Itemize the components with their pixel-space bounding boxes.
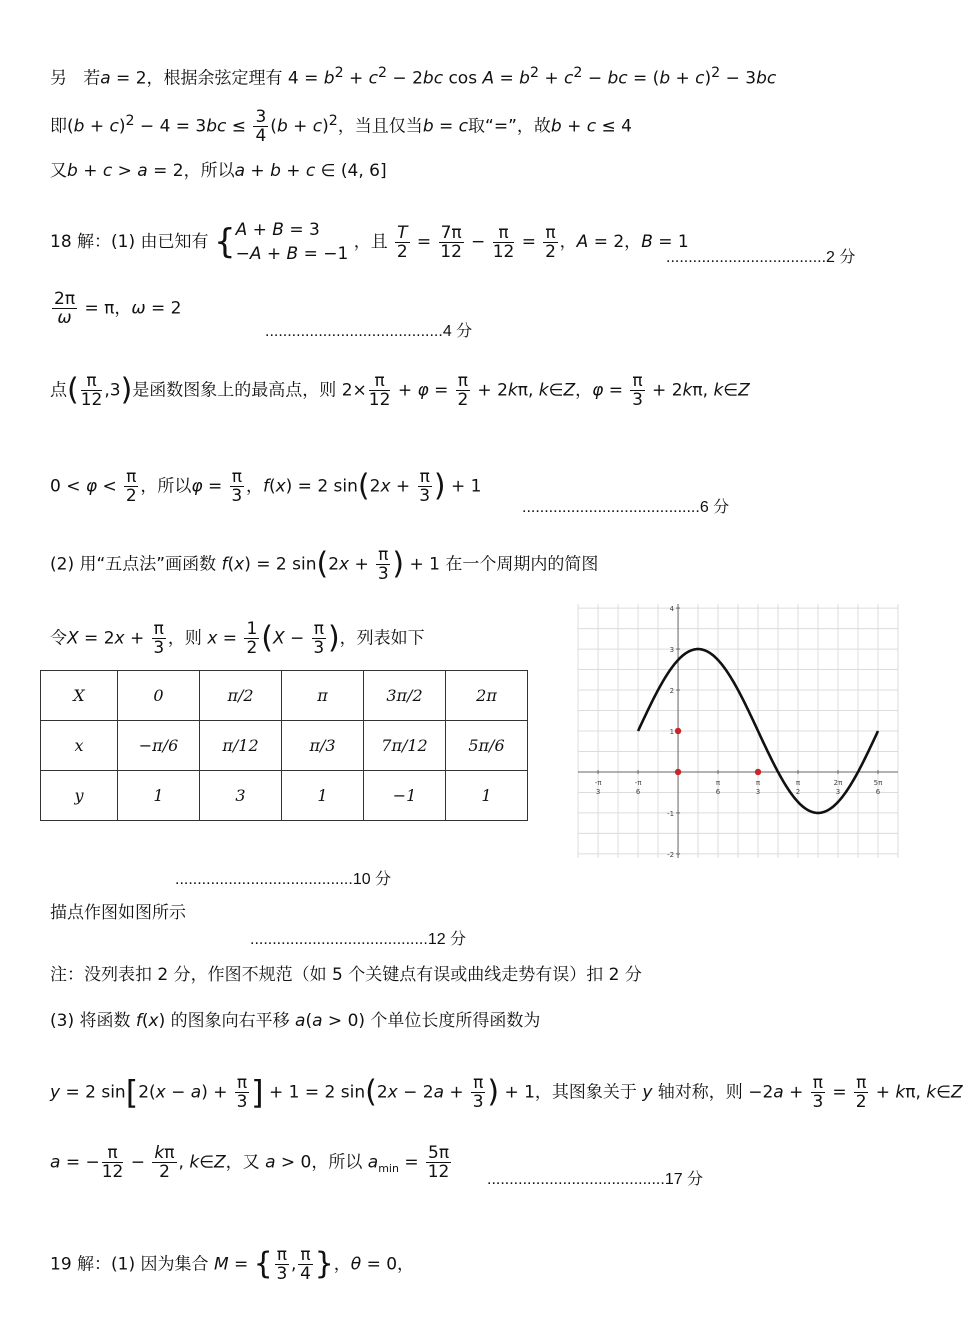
table-cell: −1 bbox=[364, 771, 446, 821]
text-line-6: 点( $\frac{\pi}{12}$ ,3)是函数图象上的最高点，则 2× $\frac{\pi}{12}$ + φ = $\frac{\pi}{2}$ + 2kπ, k∈Z，φ = $\frac{\pi}{3}$ + 2kπ, k∈Z bbox=[50, 371, 750, 410]
score-12: ........................................12 分 bbox=[250, 931, 467, 948]
key-point bbox=[675, 728, 681, 734]
x-tick-label: π 2 bbox=[795, 778, 801, 796]
x-tick-label: 2π 3 bbox=[833, 778, 843, 796]
text-line-12: (3) 将函数 f(x) 的图象向右平移 a(a > 0) 个单位长度所得函数为 bbox=[50, 1011, 541, 1031]
text-line-15: 19 解：(1) 因为集合 M = { $\frac{\pi}{3}$ , $\frac{\pi}{4}$ }，θ = 0， bbox=[50, 1245, 415, 1284]
y-tick-label: 3 bbox=[669, 646, 675, 655]
text-line-7: 0 < φ < $\frac{\pi}{2}$ ，所以φ = $\frac{\pi}{3}$ ，f(x) = 2 sin(2x + $\frac{\pi}{3}$ ) + 1 bbox=[50, 467, 482, 506]
table-row bbox=[41, 771, 528, 821]
table-cell: 2π bbox=[446, 671, 528, 721]
table-cell: 1 bbox=[118, 771, 200, 821]
table-row bbox=[41, 721, 528, 771]
table-cell: π/12 bbox=[200, 721, 282, 771]
x-tick-label: -π 3 bbox=[594, 778, 602, 796]
key-point bbox=[755, 769, 761, 775]
table-cell: π bbox=[282, 671, 364, 721]
table-cell: 3π/2 bbox=[364, 671, 446, 721]
text-line-3: 又b + c > a = 2，所以a + b + c ∈ (4, 6] bbox=[50, 161, 387, 181]
text-line-13: y = 2 sin[2(x − a) + $\frac{\pi}{3}$ ] + 1 = 2 sin(2x − 2a + $\frac{\pi}{3}$ ) + 1，其图象关于 y 轴对称，则 −2a + $\frac{\pi}{3}$ = $\frac{\pi}{2}$ + kπ, k∈Z bbox=[50, 1073, 963, 1112]
table-cell: 1 bbox=[282, 771, 364, 821]
y-tick-label: 2 bbox=[669, 687, 675, 696]
text-line-4: 18 解：(1) 由已知有 {A + B = 3 −A + B = −1 ，且 $\frac{T}{2}$ = $\frac{7\pi}{12}$ − $\frac{\pi}{12}$ = $\frac{\pi}{2}$ ，A = 2，B = 1 bbox=[50, 220, 689, 264]
table-cell: 1 bbox=[446, 771, 528, 821]
table-cell: −π/6 bbox=[118, 721, 200, 771]
x-tick-label: π 3 bbox=[755, 778, 761, 796]
text-line-2: 即$(b + c)^2 - 4 = 3bc$ ≤ $\frac{3}{4}$ $(b + c)^2$，当且仅当b = c取“=”，故b + c ≤ 4 bbox=[50, 107, 632, 146]
y-tick-label: -2 bbox=[667, 850, 675, 859]
score-6: ........................................6 分 bbox=[522, 499, 730, 516]
table-cell: 3 bbox=[200, 771, 282, 821]
table-cell: π/3 bbox=[282, 721, 364, 771]
score-4: ........................................4 分 bbox=[265, 323, 473, 340]
score-2: ....................................2 分 bbox=[666, 249, 856, 266]
text-line-8: (2) 用“五点法”画函数 f(x) = 2 sin(2x + $\frac{\pi}{3}$ ) + 1 在一个周期内的简图 bbox=[50, 545, 599, 584]
table-row-head: X bbox=[41, 671, 118, 721]
x-tick-label: π 6 bbox=[715, 778, 721, 796]
y-tick-label: 4 bbox=[669, 605, 675, 614]
x-tick-label: 5π 6 bbox=[873, 778, 883, 796]
score-17: ........................................17 分 bbox=[487, 1171, 704, 1188]
text-line-10: 描点作图如图所示 bbox=[50, 903, 186, 923]
y-tick-label: -1 bbox=[667, 809, 675, 818]
table-cell: 5π/6 bbox=[446, 721, 528, 771]
table-row bbox=[41, 671, 528, 721]
table-row-head: x bbox=[41, 721, 118, 771]
key-point bbox=[675, 769, 681, 775]
table-row-head: y bbox=[41, 771, 118, 821]
text-line-1: 另 若a = 2，根据余弦定理有 $4 = b^2 + c^2 - 2bc$ $\cos A = b^2 + c^2$ − bc = $(b + c)^2 - 3bc$ bbox=[50, 65, 777, 89]
text-line-9: 令X = 2x + $\frac{\pi}{3}$ ，则 x = $\frac{1}{2}$ (X − $\frac{\pi}{3}$ )，列表如下 bbox=[50, 619, 425, 658]
table-cell: π/2 bbox=[200, 671, 282, 721]
table-cell: 7π/12 bbox=[364, 721, 446, 771]
function-graph bbox=[578, 604, 898, 858]
five-point-table bbox=[40, 670, 528, 821]
text-line-11: 注：没列表扣 2 分，作图不规范（如 5 个关键点有误或曲线走势有误）扣 2 分 bbox=[50, 965, 642, 985]
y-tick-label: 1 bbox=[669, 728, 675, 736]
text-line-14: a = − $\frac{\pi}{12}$ − $\frac{k\pi}{2}$ , k∈Z，又 a > 0，所以 $a_{min}$ = $\frac{5\pi}{12}$ bbox=[50, 1143, 450, 1182]
score-10: ........................................10 分 bbox=[175, 871, 392, 888]
x-tick-label: -π 6 bbox=[634, 778, 642, 796]
table-cell: 0 bbox=[118, 671, 200, 721]
text-line-5: $\frac{2\pi}{\omega}$ = π，ω = 2 bbox=[54, 289, 182, 328]
